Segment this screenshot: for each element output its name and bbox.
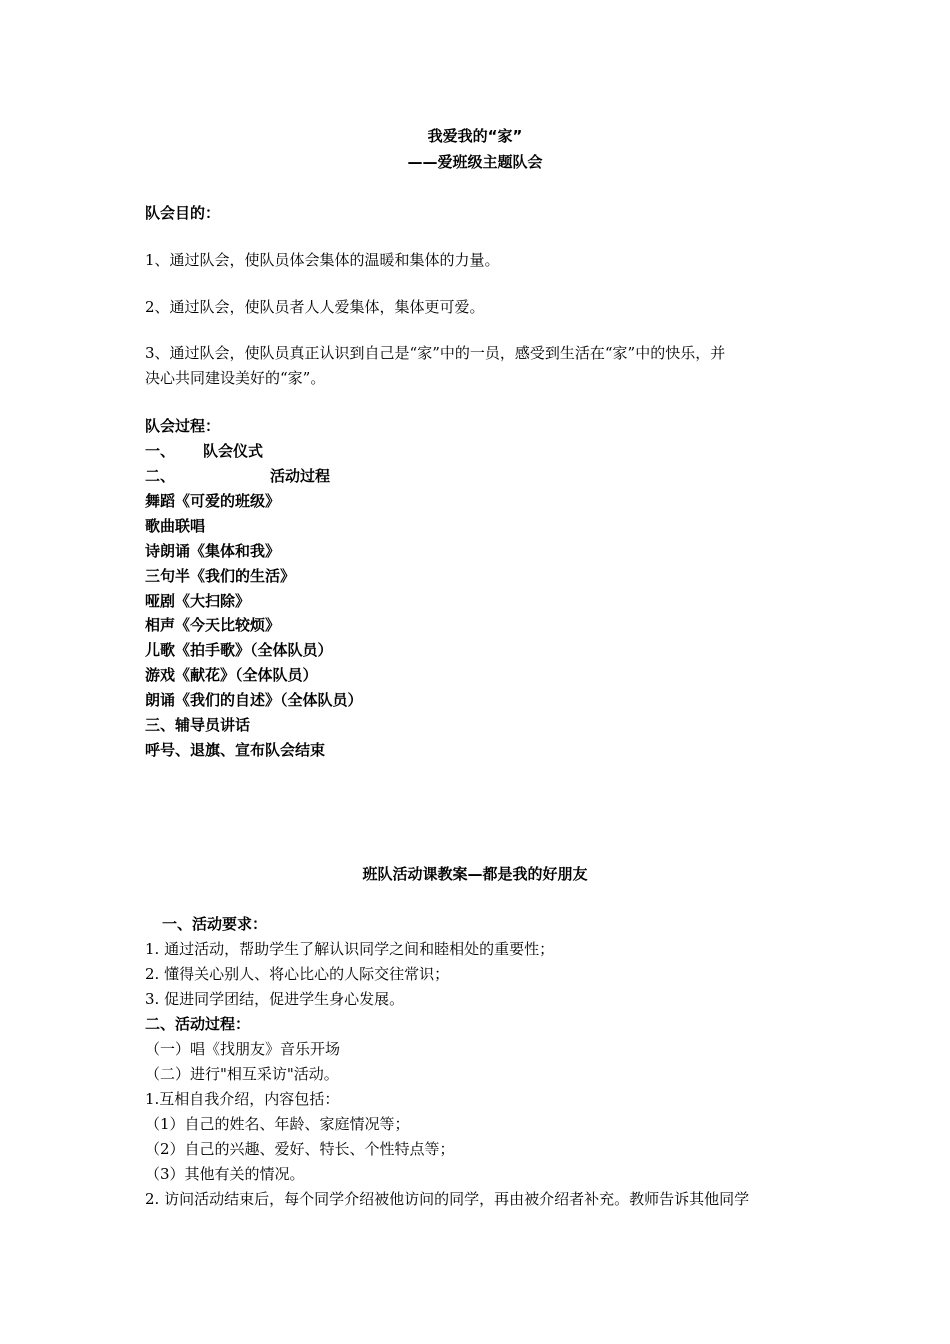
doc2-process-item: （3）其他有关的情况。 — [145, 1165, 305, 1183]
doc2-req-item-1: 1. 通过活动，帮助学生了解认识同学之间和睦相处的重要性； — [145, 940, 555, 958]
doc1-activity: 诗朗诵《集体和我》 — [145, 542, 281, 560]
doc1-activity: 朗诵《我们的自述》（全体队员） — [145, 691, 363, 709]
doc1-purpose-item-3-cont: 决心共同建设美好的“家”。 — [145, 369, 326, 387]
doc1-step-2 — [145, 466, 330, 486]
doc1-purpose-heading: 队会目的： — [145, 204, 221, 222]
doc1-step-1-text: 队会仪式 — [203, 442, 264, 460]
doc1-activity: 歌曲联唱 — [145, 517, 206, 535]
doc2-process-item: 1.互相自我介绍，内容包括： — [145, 1090, 340, 1108]
doc1-activity: 相声《今天比较烦》 — [145, 616, 281, 634]
doc1-purpose-item-2: 2、通过队会，使队员者人人爱集体，集体更可爱。 — [145, 298, 485, 316]
doc1-activity: 三句半《我们的生活》 — [145, 567, 296, 585]
doc1-activity: 儿歌《拍手歌》（全体队员） — [145, 641, 333, 659]
doc1-step-1 — [145, 441, 263, 461]
doc1-step-3: 三、辅导员讲话 — [145, 716, 251, 734]
doc2-title: 班队活动课教案—都是我的好朋友 — [362, 865, 588, 883]
doc2-process-item: （二）进行"相互采访"活动。 — [145, 1065, 339, 1083]
doc2-process-item: （1）自己的姓名、年龄、家庭情况等； — [145, 1115, 410, 1133]
doc1-activity: 舞蹈《可爱的班级》 — [145, 492, 281, 510]
doc2-process-item: （一）唱《找朋友》音乐开场 — [145, 1040, 341, 1058]
doc1-activity: 游戏《献花》（全体队员） — [145, 666, 318, 684]
doc1-title: 我爱我的“家” — [427, 127, 523, 145]
doc1-purpose-item-3: 3、通过队会，使队员真正认识到自己是“家”中的一员，感受到生活在“家”中的快乐，并 — [145, 344, 726, 362]
doc2-req-item-3: 3. 促进同学团结，促进学生身心发展。 — [145, 990, 405, 1008]
doc2-req-heading: 一、活动要求： — [162, 915, 268, 933]
doc2-req-item-2: 2. 懂得关心别人、将心比心的人际交往常识； — [145, 965, 450, 983]
doc1-step-2-num: 二、 — [145, 467, 176, 485]
doc2-process-item: （2）自己的兴趣、爱好、特长、个性特点等； — [145, 1140, 455, 1158]
doc1-closing: 呼号、退旗、宣布队会结束 — [145, 741, 326, 759]
doc1-subtitle: ——爱班级主题队会 — [407, 153, 543, 171]
doc1-step-2-text: 活动过程 — [270, 467, 331, 485]
doc1-process-heading: 队会过程： — [145, 417, 221, 435]
doc2-process-heading: 二、活动过程： — [145, 1015, 251, 1033]
doc1-activity: 哑剧《大扫除》 — [145, 592, 251, 610]
doc1-step-1-num: 一、 — [145, 442, 176, 460]
doc1-purpose-item-1: 1、通过队会，使队员体会集体的温暖和集体的力量。 — [145, 251, 500, 269]
doc2-process-item: 2. 访问活动结束后，每个同学介绍被他访问的同学，再由被介绍者补充。教师告诉其他同学 — [145, 1190, 750, 1208]
